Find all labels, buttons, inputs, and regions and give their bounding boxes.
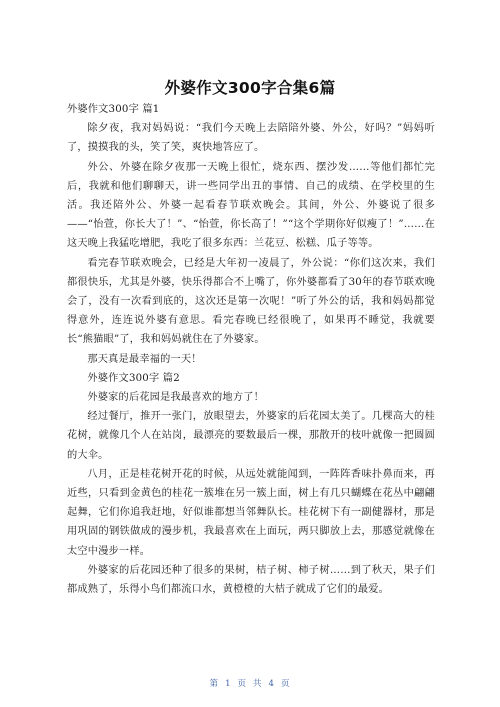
paragraph: 那天真是最幸福的一天！ [87,353,202,365]
paragraph: 除夕夜，我对妈妈说：“我们今天晚上去陪陪外婆、外公，好吗？”妈妈听了，摸摸我的头，笑了笑，爽快地答应了。 [67,123,435,154]
document-title: 外婆作文300字合集6篇 [164,79,336,97]
essay-heading-2: 外婆作文300字 篇2 [87,372,180,384]
document-body [67,100,435,599]
page-number: 1 [225,679,232,689]
page-footer [0,677,500,689]
footer-label-total: 共 [253,679,263,689]
paragraph: 经过餐厅，推开一张门，放眼望去，外婆家的后花园太美了。几棵高大的桂花树，就像几个人在站岗，最漂亮的要数最后一棵，那散开的枝叶就像一把圆圆的大伞。 [67,411,435,461]
paragraph: 外婆家的后花园是我最喜欢的地方了！ [87,392,264,404]
footer-label-prefix: 第 [209,679,220,689]
footer-label-suffix: 页 [280,679,291,689]
paragraph: 外公、外婆在除夕夜那一天晚上很忙，烧东西、摆沙发……等他们都忙完后，我就和他们聊聊天，讲一些同学出丑的事情、自己的成绩、在学校里的生活。我还陪外公、外婆一起看春节联欢晚会。其间，外公、外婆说了很多——“怡萱，你长大了！”、“怡萱，你长高了！”“这个学期你好似瘦了！”……在这天晚上我猛吃增肥，我吃了很多东西：兰花豆、松糕、瓜子等等。 [67,161,435,250]
paragraph: 看完春节联欢晚会，已经是大年初一凌晨了，外公说：“你们这次来，我们都很快乐，尤其是外婆，快乐得都合不上嘴了，你外婆都看了30年的春节联欢晚会了，没有一次看到底的，这次还是第一次呢！”听了外公的话，我和妈妈都觉得意外，连连说外婆有意思。看完春晚已经很晚了，如果再不睡觉，我就要长“熊猫眼”了，我和妈妈就住在了外婆家。 [67,257,435,346]
essay-heading-1: 外婆作文300字 篇1 [67,104,160,115]
paragraph: 八月，正是桂花树开花的时候，从远处就能闻到，一阵阵香味扑鼻而来，再近些，只看到金黄色的桂花一簇堆在另一簇上面，树上有几只蝴蝶在花丛中翩翩起舞，它们你追我赶地，好似谁都想当邻舞队长。桂花树下有一副健器材，那是用巩固的钢铁做成的漫步机，我最喜欢在上面玩，两只脚放上去，那感觉就像在太空中漫步一样。 [67,468,435,557]
footer-label-page: 页 [237,679,247,689]
paragraph: 外婆家的后花园还种了很多的果树，桔子树、柿子树……到了秋天，果子们都成熟了，乐得小鸟们都流口水，黄橙橙的大桔子就成了它们的最爱。 [67,564,435,596]
page-total: 4 [268,679,275,689]
